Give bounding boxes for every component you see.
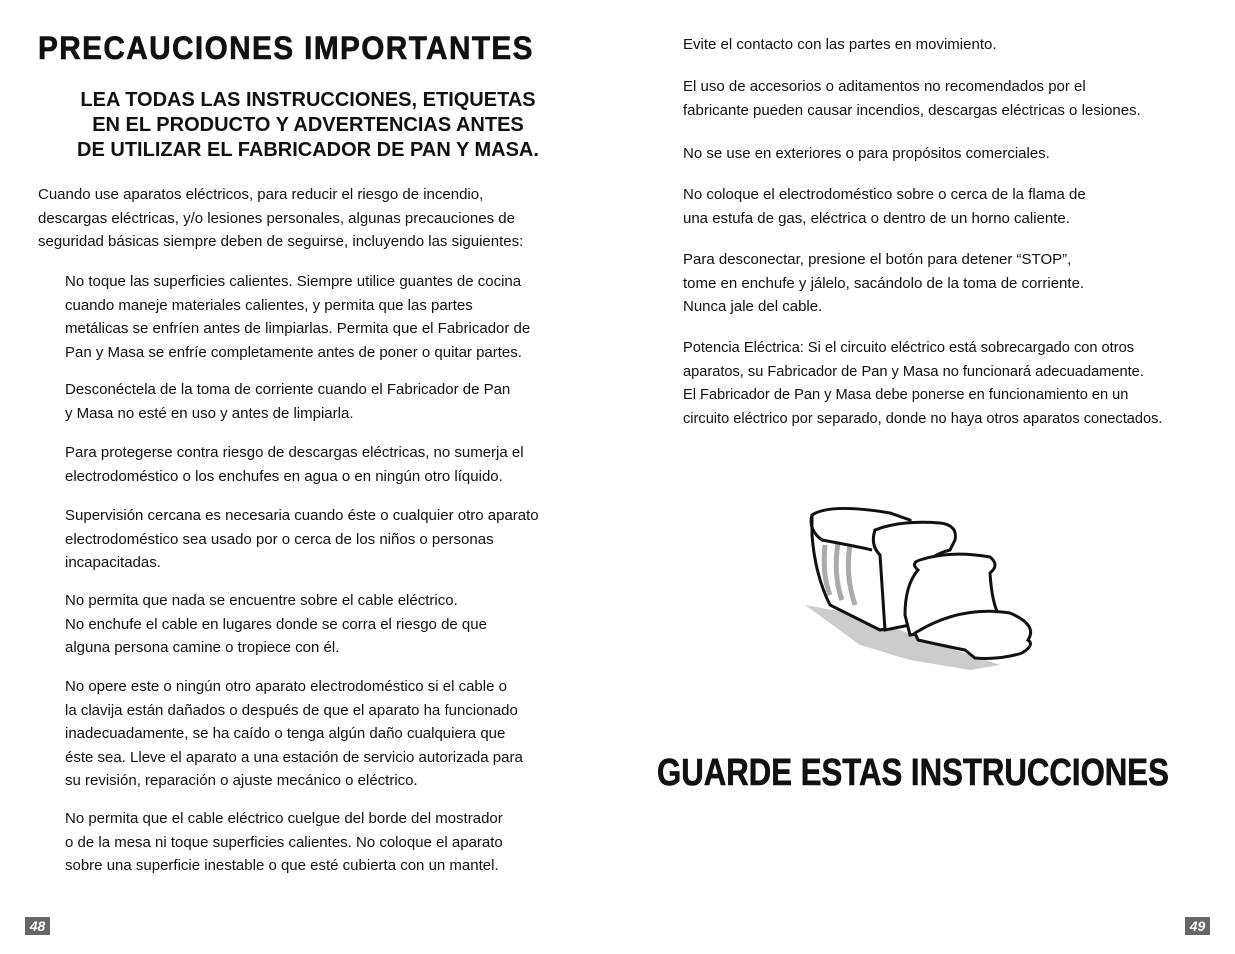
precaution-item: No coloque el electrodoméstico sobre o cerca de la flama de una estufa de gas, eléctrica o dentro de un horno caliente. xyxy=(683,186,1086,227)
precaution-item: Supervisión cercana es necesaria cuando éste o cualquier otro aparato electrodoméstico sea usado por o cerca de los niños o personas incapacitadas. xyxy=(65,507,539,571)
precaution-item: No toque las superficies calientes. Siempre utilice guantes de cocina cuando maneje materiales calientes, y permita que las partes metálicas se enfríen antes de limpiarlas. Permita que el Fabricador de Pan y Masa se enfríe completamente antes de poner o quitar partes. xyxy=(65,273,531,361)
precaution-item: No permita que nada se encuentre sobre el cable eléctrico. No enchufe el cable en lugares donde se corra el riesgo de que alguna persona camine o tropiece con él. xyxy=(65,592,487,656)
precaution-item: Para desconectar, presione el botón para detener “STOP”, tome en enchufe y jálelo, sacándolo de la toma de corriente. Nunca jale del cable. xyxy=(683,251,1085,315)
precaution-item: No permita que el cable eléctrico cuelgue del borde del mostrador o de la mesa ni toque superficies calientes. No coloque el aparato sobre una superficie inestable o que esté cubierta con un mantel. xyxy=(65,810,503,874)
page-title: PRECAUCIONES IMPORTANTES xyxy=(38,30,534,66)
bread-loaf-illustration xyxy=(800,495,1050,675)
page-number: 49 xyxy=(1185,917,1210,935)
precaution-item: Desconéctela de la toma de corriente cuando el Fabricador de Pan y Masa no esté en uso y antes de limpiarla. xyxy=(65,381,511,422)
precaution-item: No opere este o ningún otro aparato electrodoméstico si el cable o la clavija están dañados o después de que el aparato ha funcionado inadecuadamente, se ha caído o tenga algún daño cualquiera que éste sea. Lleve el aparato a una estación de servicio autorizada para su revisión, reparación o ajuste mecánico o eléctrico. xyxy=(65,678,523,789)
precaution-item: No se use en exteriores o para propósitos comerciales. xyxy=(683,145,1050,162)
page-number: 48 xyxy=(25,917,50,935)
closing-title: GUARDE ESTAS INSTRUCCIONES xyxy=(657,752,1169,794)
precaution-item: Para protegerse contra riesgo de descargas eléctricas, no sumerja el electrodoméstico o los enchufes en agua o en ningún otro líquido. xyxy=(65,444,524,485)
precaution-item: Evite el contacto con las partes en movimiento. xyxy=(683,36,997,53)
precaution-item: Potencia Eléctrica: Si el circuito eléctrico está sobrecargado con otros aparatos, su Fabricador de Pan y Masa no funcionará adecuadamente. El Fabricador de Pan y Masa debe ponerse en funcionamiento en un circuito eléctrico por separado, donde no haya otros aparatos conectados. xyxy=(683,340,1163,427)
page-subtitle: LEA TODAS LAS INSTRUCCIONES, ETIQUETAS EN EL PRODUCTO Y ADVERTENCIAS ANTES DE UTILIZAR EL FABRICADOR DE PAN Y MASA. xyxy=(77,89,539,161)
precaution-item: El uso de accesorios o aditamentos no recomendados por el fabricante pueden causar incendios, descargas eléctricas o lesiones. xyxy=(683,78,1141,119)
intro-paragraph: Cuando use aparatos eléctricos, para reducir el riesgo de incendio, descargas eléctricas, y/o lesiones personales, algunas precauciones de seguridad básicas siempre deben de seguirse, incluyendo las siguientes: xyxy=(38,186,524,250)
